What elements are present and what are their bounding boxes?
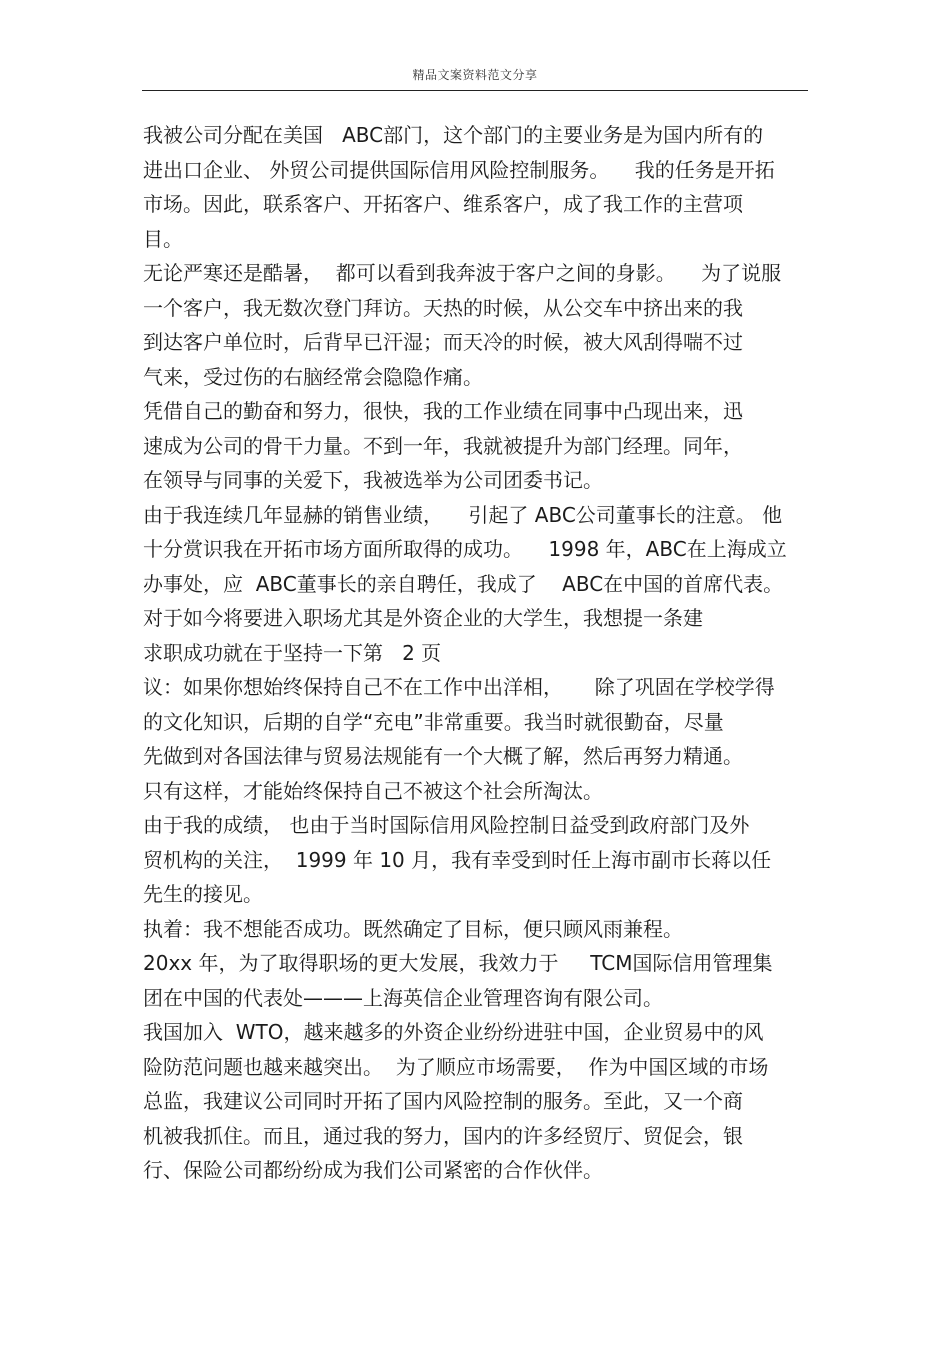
text-line: 目。 bbox=[143, 226, 183, 251]
header-divider bbox=[142, 90, 808, 91]
text-line: 先做到对各国法律与贸易法规能有一个大概了解，然后再努力精通。 bbox=[143, 744, 743, 768]
text-line: 市场。因此，联系客户、开拓客户、维系客户，成了我工作的主营项 bbox=[143, 192, 743, 216]
text-line: 机被我抓住。而且，通过我的努力，国内的许多经贸厅、贸促会，银 bbox=[143, 1123, 743, 1148]
text-line: 十分赏识我在开拓市场方面所取得的成功。 1998 年，ABC在上海成立 bbox=[143, 537, 787, 561]
text-line: 的文化知识，后期的自学“充电”非常重要。我当时就很勤奋，尽量 bbox=[143, 709, 724, 734]
text-line: 一个客户，我无数次登门拜访。天热的时候，从公交车中挤出来的我 bbox=[143, 295, 743, 320]
page-header-title: 精品文案资料范文分享 bbox=[412, 68, 538, 82]
text-line: 进出口企业、 外贸公司提供国际信用风险控制服务。 我的任务是开拓 bbox=[143, 157, 775, 182]
text-line: 20xx 年，为了取得职场的更大发展，我效力于 TCM国际信用管理集 bbox=[143, 951, 773, 975]
text-line: 我被公司分配在美国 ABC部门，这个部门的主要业务是为国内所有的 bbox=[143, 123, 764, 147]
text-line: 团在中国的代表处———上海英信企业管理咨询有限公司。 bbox=[143, 985, 663, 1010]
text-line: 凭借自己的勤奋和努力，很快，我的工作业绩在同事中凸现出来，迅 bbox=[143, 399, 743, 423]
text-line: 求职成功就在于坚持一下第 2 页 bbox=[143, 640, 442, 665]
text-line: 无论严寒还是酷暑， 都可以看到我奔波于客户之间的身影。 为了说服 bbox=[143, 261, 782, 285]
text-line: 由于我的成绩， 也由于当时国际信用风险控制日益受到政府部门及外 bbox=[143, 813, 750, 837]
text-line: 办事处，应 ABC董事长的亲自聘任，我成了 ABC在中国的首席代表。 bbox=[143, 571, 784, 596]
text-line: 气来，受过伤的右脑经常会隐隐作痛。 bbox=[143, 364, 483, 389]
text-line: 总监，我建议公司同时开拓了国内风险控制的服务。至此，又一个商 bbox=[143, 1089, 743, 1113]
text-line: 行、保险公司都纷纷成为我们公司紧密的合作伙伴。 bbox=[143, 1158, 603, 1182]
text-line: 先生的接见。 bbox=[143, 882, 263, 906]
text-line: 对于如今将要进入职场尤其是外资企业的大学生，我想提一条建 bbox=[143, 606, 703, 630]
text-line: 速成为公司的骨干力量。不到一年，我就被提升为部门经理。同年， bbox=[143, 433, 743, 458]
text-line: 贸机构的关注， 1999 年 10 月，我有幸受到时任上海市副市长蒋以任 bbox=[143, 847, 772, 872]
text-line: 我国加入 WTO，越来越多的外资企业纷纷进驻中国，企业贸易中的风 bbox=[143, 1020, 764, 1044]
text-line: 由于我连续几年显赫的销售业绩， 引起了 ABC公司董事长的注意。 他 bbox=[143, 502, 783, 527]
text-line: 执着：我不想能否成功。既然确定了目标，便只顾风雨兼程。 bbox=[143, 916, 683, 941]
text-line: 险防范问题也越来越突出。 为了顺应市场需要， 作为中国区域的市场 bbox=[143, 1054, 769, 1079]
text-line: 在领导与同事的关爱下，我被选举为公司团委书记。 bbox=[143, 468, 603, 492]
text-line: 到达客户单位时，后背早已汗湿；而天冷的时候，被大风刮得喘不过 bbox=[143, 330, 743, 354]
body-text bbox=[143, 118, 813, 1188]
text-line: 议：如果你想始终保持自己不在工作中出洋相， 除了巩固在学校学得 bbox=[143, 675, 775, 699]
text-line: 只有这样，才能始终保持自己不被这个社会所淘汰。 bbox=[143, 778, 603, 803]
